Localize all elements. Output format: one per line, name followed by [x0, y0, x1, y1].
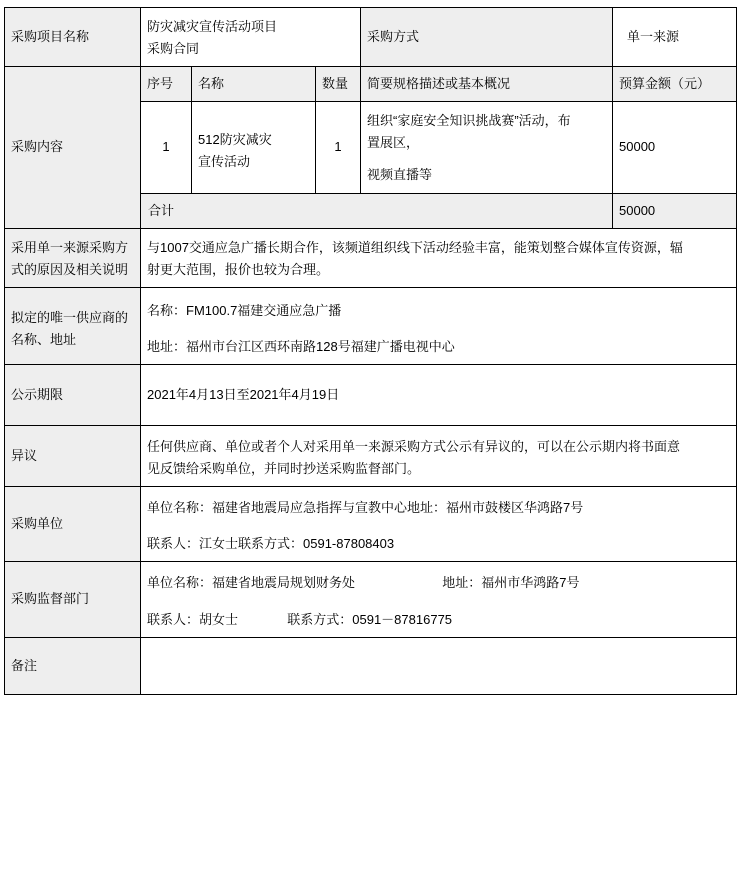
table-row-remark: [5, 637, 737, 694]
table-row-supplier: [5, 287, 737, 364]
remark-value: [141, 637, 737, 694]
content-item-name-line-1: 512防灾减灾: [198, 132, 272, 148]
supplier-label-line-2: 名称、地址: [11, 331, 77, 347]
content-header-name: 名称: [192, 67, 316, 102]
objection-label: 异议: [5, 426, 141, 487]
project-name-line-1: 防灾减灾宣传活动项目: [147, 19, 278, 34]
content-item-spec: [361, 102, 613, 193]
purchase-method-value: 单一来源: [613, 8, 737, 67]
table-row-content-headers: [5, 67, 737, 102]
content-header-index: 序号: [141, 67, 192, 102]
supervisor-address: 地址：福州市华鸿路7号: [442, 575, 580, 591]
content-item-quantity: 1: [316, 102, 361, 193]
content-item-name: [192, 102, 316, 193]
content-label: 采购内容: [5, 67, 141, 228]
supplier-label-line-1: 拟定的唯一供应商的: [11, 309, 129, 325]
purchaser-value: [141, 487, 737, 562]
purchase-method-label: 采购方式: [361, 8, 613, 67]
content-header-budget: 预算金额（元）: [613, 67, 737, 102]
table-row-purchaser: [5, 487, 737, 562]
content-header-spec: 简要规格描述或基本概况: [361, 67, 613, 102]
supervisor-unit-name: 单位名称：福建省地震局规划财务处: [147, 575, 356, 591]
content-item-spec-line-1: 组织“家庭安全知识挑战赛”活动，布: [367, 113, 571, 129]
table-row-project-name: [5, 8, 737, 67]
content-item-budget: 50000: [613, 102, 737, 193]
objection-value: [141, 426, 737, 487]
supervisor-value-row-2: [147, 609, 730, 631]
supervisor-contact-phone: 联系方式：0591－87816775: [287, 611, 453, 627]
table-row-publicity-period: [5, 365, 737, 426]
reason-label-line-2: 式的原因及相关说明: [11, 261, 129, 277]
content-total-value: 50000: [613, 193, 737, 228]
procurement-table: [4, 7, 737, 695]
content-header-quantity: 数量: [316, 67, 361, 102]
content-item-index: 1: [141, 102, 192, 193]
content-item-spec-line-3: 视频直播等: [367, 167, 433, 183]
purchaser-label: 采购单位: [5, 487, 141, 562]
table-row-reason: [5, 228, 737, 287]
content-item-name-line-2: 宣传活动: [198, 154, 251, 170]
supervisor-label: 采购监督部门: [5, 562, 141, 637]
content-total-label: 合计: [141, 193, 613, 228]
supervisor-value: [141, 562, 737, 637]
supplier-label: [5, 287, 141, 364]
project-name-line-2: 采购合同: [147, 41, 200, 57]
supplier-name: 名称：FM100.7福建交通应急广播: [147, 302, 342, 318]
supervisor-contact-person: 联系人：胡女士: [147, 611, 239, 627]
reason-value-line-1: 与1007交通应急广播长期合作，该频道组织线下活动经验丰富，能策划整合媒体宣传资源，辐: [147, 239, 683, 255]
content-item-spec-line-2: 置展区，: [367, 135, 420, 151]
table-row-objection: [5, 426, 737, 487]
project-name-value: [141, 8, 361, 67]
publicity-period-value: 2021年4月13日至2021年4月19日: [141, 365, 737, 426]
objection-value-line-2: 见反馈给采购单位，并同时抄送采购监督部门。: [147, 461, 421, 477]
objection-value-line-1: 任何供应商、单位或者个人对采用单一来源采购方式公示有异议的，可以在公示期内将书面意: [147, 439, 681, 455]
project-name-label: 采购项目名称: [5, 8, 141, 67]
supervisor-value-row-1: [147, 572, 730, 594]
reason-label: [5, 228, 141, 287]
reason-value: [141, 228, 737, 287]
procurement-document: [4, 7, 736, 695]
supplier-value: [141, 287, 737, 364]
publicity-period-label: 公示期限: [5, 365, 141, 426]
table-row-supervisor: [5, 562, 737, 637]
supplier-address: 地址：福州市台江区西环南路128号福建广播电视中心: [147, 338, 455, 354]
reason-label-line-1: 采用单一来源采购方: [11, 239, 129, 255]
purchaser-value-line-2: 联系人：江女士联系方式：0591-87808403: [147, 536, 395, 552]
reason-value-line-2: 射更大范围，报价也较为合理。: [147, 261, 330, 277]
purchaser-value-line-1: 单位名称：福建省地震局应急指挥与宣教中心地址：福州市鼓楼区华鸿路7号: [147, 500, 584, 516]
remark-label: 备注: [5, 637, 141, 694]
